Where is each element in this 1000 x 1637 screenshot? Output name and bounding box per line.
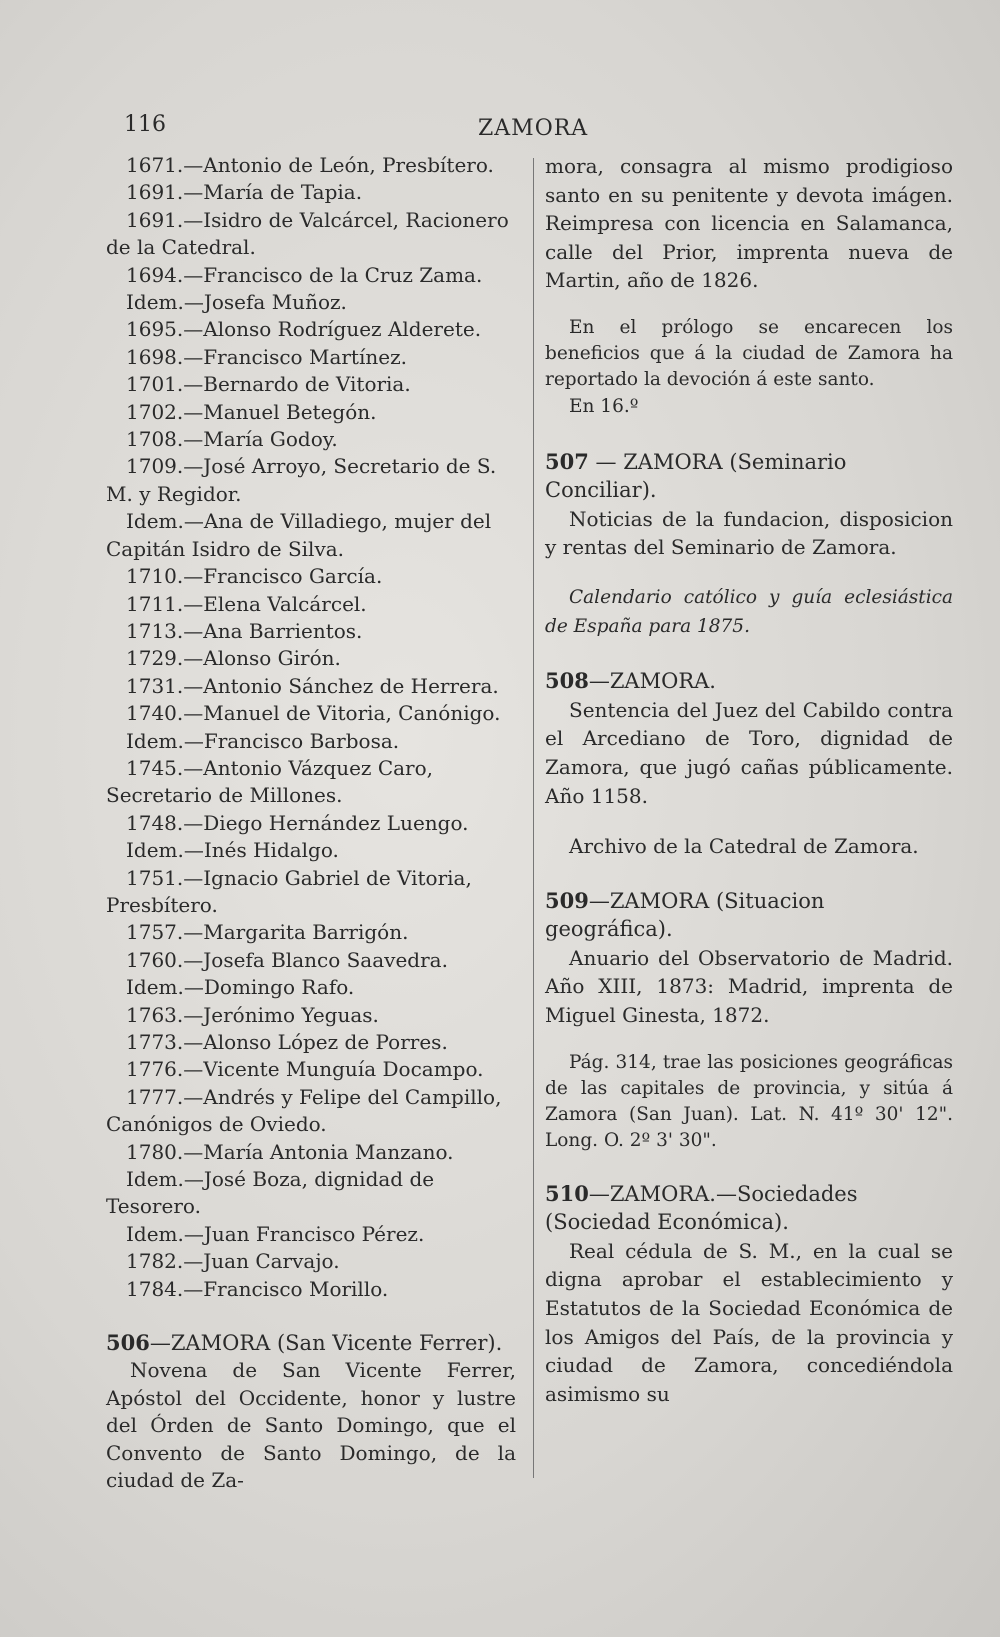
- entry-510-body: Real cédula de S. M., en la cual se digna aprobar el establecimiento y Estatutos de la Sociedad Económica de los Amigos del País, de la provincia y ciudad de Zamora, concediéndola asimismo su: [545, 1238, 953, 1406]
- running-head: ZAMORA: [478, 116, 589, 141]
- entry-507-source: Calendario católico y guía eclesiástica de España para 1875.: [545, 586, 953, 637]
- list-item: 1711.—Elena Valcárcel.: [126, 591, 367, 616]
- column-divider: [533, 158, 534, 1478]
- donor-list: [106, 152, 516, 1303]
- entry-title: — ZAMORA (Seminario Conciliar).: [545, 449, 847, 503]
- entry-title: —ZAMORA (San Vicente Ferrer).: [149, 1331, 503, 1356]
- entry-506-heading: [106, 1329, 516, 1357]
- list-item: 1713.—Ana Barrientos.: [126, 618, 363, 643]
- list-item: 1694.—Francisco de la Cruz Zama.: [126, 262, 483, 287]
- entry-number: 508: [545, 668, 589, 694]
- entry-510-heading: [545, 1180, 953, 1237]
- page-number: 116: [124, 112, 166, 137]
- list-item: 1760.—Josefa Blanco Saavedra.: [126, 947, 448, 972]
- entry-506-size: En 16.º: [569, 395, 639, 417]
- entry-number: 507: [545, 448, 589, 474]
- list-item: 1784.—Francisco Morillo.: [126, 1276, 389, 1301]
- list-item: 1708.—María Godoy.: [126, 427, 338, 452]
- list-item: 1780.—María Antonia Manzano.: [126, 1139, 454, 1164]
- list-item: 1740.—Manuel de Vitoria, Canónigo.: [126, 701, 501, 726]
- entry-506-body: Novena de San Vicente Ferrer, Apóstol del Occidente, honor y lustre del Órden de Santo Domingo, que el Convento de Santo Domingo, de la ciudad de Za-: [106, 1358, 516, 1493]
- list-item: 1757.—Margarita Barrigón.: [126, 920, 409, 945]
- list-item: 1691.—María de Tapia.: [126, 180, 363, 205]
- list-item: Idem.—Inés Hidalgo.: [126, 838, 339, 863]
- list-item: 1701.—Bernardo de Vitoria.: [126, 372, 411, 397]
- list-item: Idem.—Francisco Barbosa.: [126, 728, 400, 753]
- entry-number: 509: [545, 887, 589, 913]
- list-item: Idem.—Josefa Muñoz.: [126, 290, 347, 315]
- entry-506-continuation: mora, consagra al mismo prodigioso santo en su penitente y devota imágen. Reimpresa con licencia en Salamanca, calle del Prior, imprenta nueva de Martin, año de 1826.: [545, 154, 953, 293]
- entry-number: 506: [106, 1330, 150, 1356]
- list-item: 1691.—Isidro de Valcárcel, Racionero de la Catedral.: [106, 207, 509, 260]
- entry-number: 510: [545, 1180, 589, 1206]
- entry-507-body: Noticias de la fundacion, disposicion y rentas del Seminario de Zamora.: [545, 506, 953, 560]
- list-item: 1709.—José Arroyo, Secretario de S. M. y Regidor.: [106, 454, 497, 506]
- entry-506-note: En el prólogo se encarecen los beneficios que á la ciudad de Zamora ha reportado la devoción á este santo.: [545, 316, 953, 390]
- entry-508-body: Sentencia del Juez del Cabildo contra el Arcediano de Toro, dignidad de Zamora, que jugó cañas públicamente. Año 1158.: [545, 697, 953, 808]
- list-item: 1698.—Francisco Martínez.: [126, 344, 407, 369]
- list-item: 1763.—Jerónimo Yeguas.: [126, 1002, 379, 1027]
- entry-508-heading: [545, 667, 953, 696]
- list-item: 1745.—Antonio Vázquez Caro, Secretario de Millones.: [106, 755, 434, 808]
- entry-509-heading: [545, 887, 953, 944]
- entry-509-body: Anuario del Observatorio de Madrid. Año XIII, 1873: Madrid, imprenta de Miguel Ginesta, 1872.: [545, 945, 953, 1028]
- list-item: Idem.—Domingo Rafo.: [126, 975, 355, 1000]
- list-item: 1782.—Juan Carvajo.: [126, 1249, 340, 1274]
- list-item: Idem.—José Boza, dignidad de Tesorero.: [106, 1167, 435, 1219]
- list-item: 1729.—Alonso Girón.: [126, 646, 341, 671]
- list-item: 1695.—Alonso Rodríguez Alderete.: [126, 317, 482, 342]
- list-item: 1671.—Antonio de León, Presbítero.: [126, 153, 494, 177]
- entry-title: —ZAMORA.: [588, 669, 716, 694]
- list-item: 1751.—Ignacio Gabriel de Vitoria, Presbítero.: [106, 865, 472, 917]
- list-item: 1710.—Francisco García.: [126, 564, 383, 589]
- list-item: 1777.—Andrés y Felipe del Campillo, Canónigos de Oviedo.: [106, 1084, 502, 1137]
- list-item: 1702.—Manuel Betegón.: [126, 399, 377, 424]
- entry-509-note: Pág. 314, trae las posiciones geográficas de las capitales de provincia, y sitúa á Zamora (San Juan). Lat. N. 41º 30' 12". Long. O. 2º 3' 30".: [545, 1051, 953, 1151]
- entry-508-source: Archivo de la Catedral de Zamora.: [569, 834, 919, 859]
- list-item: Idem.—Ana de Villadiego, mujer del Capitán Isidro de Silva.: [106, 509, 492, 561]
- list-item: 1773.—Alonso López de Porres.: [126, 1030, 448, 1054]
- right-column: [545, 152, 953, 1408]
- entry-title: —ZAMORA.—Sociedades (Sociedad Económica).: [545, 1181, 858, 1235]
- entry-507-heading: [545, 448, 953, 505]
- list-item: 1731.—Antonio Sánchez de Herrera.: [126, 673, 499, 698]
- list-item: Idem.—Juan Francisco Pérez.: [126, 1221, 425, 1246]
- list-item: 1776.—Vicente Munguía Docampo.: [126, 1057, 484, 1082]
- list-item: 1748.—Diego Hernández Luengo.: [126, 810, 469, 835]
- left-column: [106, 152, 516, 1495]
- entry-title: —ZAMORA (Situacion geográfica).: [545, 888, 825, 942]
